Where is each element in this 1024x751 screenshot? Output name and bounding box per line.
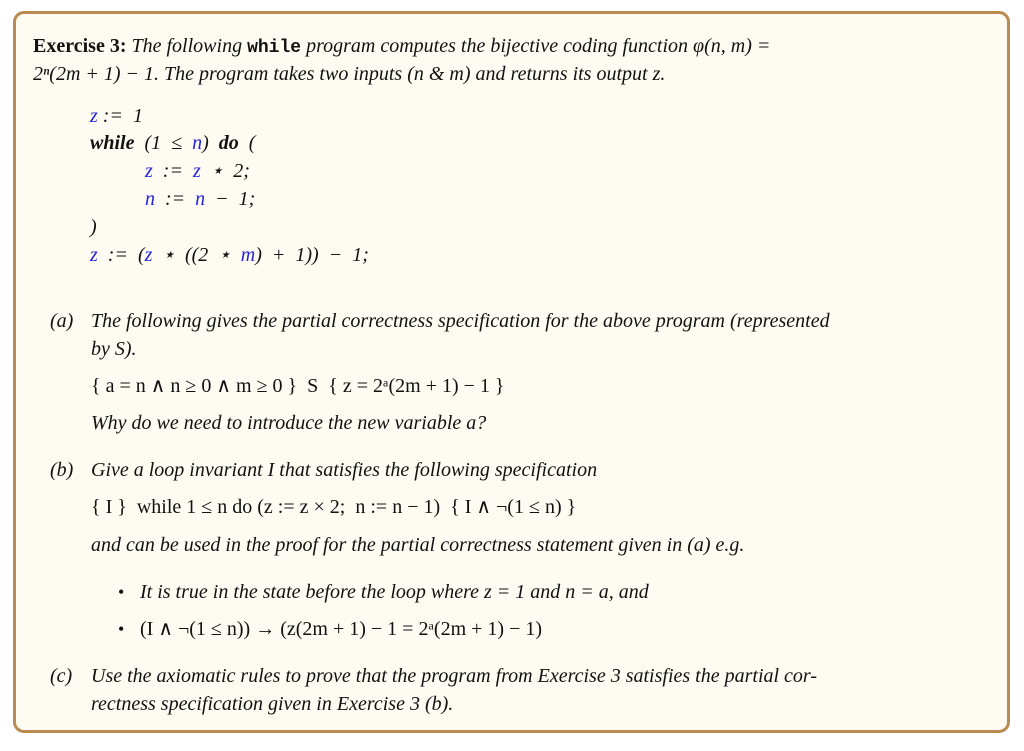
part-a-text-1: The following gives the partial correctness specification for the above program (represented bbox=[91, 310, 830, 332]
part-c-text-1: Use the axiomatic rules to prove that the program from Exercise 3 satisfies the partial cor- bbox=[91, 665, 817, 687]
part-b-bullet-1: It is true in the state before the loop where z = 1 and n = a, and bbox=[140, 581, 649, 603]
code-text: ⋆ ((2 ⋆ bbox=[152, 244, 241, 266]
part-b-text-1: Give a loop invariant I that satisfies the following specification bbox=[91, 459, 598, 481]
code-text: − 1; bbox=[205, 188, 256, 210]
exercise-title: Exercise 3: bbox=[33, 35, 127, 57]
part-b-bullet-2: (I ∧ ¬(1 ≤ n)) → (z(2m + 1) − 1 = 2ᵃ(2m + 1) − 1) bbox=[140, 618, 543, 640]
code-text: := ( bbox=[97, 244, 145, 266]
var-n: n bbox=[195, 188, 206, 210]
code-text: ⋆ 2; bbox=[200, 160, 250, 182]
var-z: z bbox=[144, 244, 153, 266]
intro-text-b: program computes the bijective coding function φ(n, m) = bbox=[306, 35, 771, 57]
var-z: z bbox=[90, 105, 98, 127]
bullet-dot: • bbox=[118, 582, 125, 602]
var-m: m bbox=[240, 244, 256, 266]
program-line-6 bbox=[90, 243, 369, 267]
code-text: := 1 bbox=[97, 105, 143, 127]
intro-text-a: The following bbox=[131, 35, 243, 57]
part-b-text-2: and can be used in the proof for the partial correctness statement given in (a) e.g. bbox=[91, 534, 745, 556]
intro-code-while: while bbox=[247, 38, 302, 58]
part-b-label: (b) bbox=[50, 459, 74, 481]
program-line-1 bbox=[90, 104, 143, 128]
var-z: z bbox=[192, 160, 201, 182]
part-b-spec: { I } while 1 ≤ n do (z := z × 2; n := n − 1) { I ∧ ¬(1 ≤ n) } bbox=[91, 496, 577, 518]
part-a-text-2: by S). bbox=[91, 338, 137, 360]
code-text: := bbox=[152, 160, 193, 182]
var-z: z bbox=[90, 244, 98, 266]
part-c-text-2: rectness specification given in Exercise 3 (b). bbox=[91, 693, 454, 715]
code-text: (1 ≤ bbox=[134, 132, 193, 154]
var-z: z bbox=[145, 160, 153, 182]
part-c-label: (c) bbox=[50, 665, 73, 687]
exercise-intro-line-1 bbox=[33, 34, 770, 60]
part-a-question: Why do we need to introduce the new variable a? bbox=[91, 412, 487, 434]
var-n: n bbox=[192, 132, 203, 154]
code-text: ) + 1)) − 1; bbox=[255, 244, 369, 266]
program-line-5: ) bbox=[90, 216, 97, 238]
program-line-4 bbox=[145, 187, 255, 211]
keyword-do: do bbox=[218, 132, 239, 154]
exercise-intro-line-2: 2ⁿ(2m + 1) − 1. The program takes two inputs (n & m) and returns its output z. bbox=[33, 63, 666, 85]
part-a-label: (a) bbox=[50, 310, 74, 332]
bullet-dot: • bbox=[118, 619, 125, 639]
part-a-spec: { a = n ∧ n ≥ 0 ∧ m ≥ 0 } S { z = 2ᵃ(2m + 1) − 1 } bbox=[91, 375, 505, 397]
code-text: ) bbox=[202, 132, 219, 154]
program-line-3 bbox=[145, 159, 250, 183]
keyword-while: while bbox=[90, 132, 135, 154]
program-line-2 bbox=[90, 131, 255, 155]
var-n: n bbox=[145, 188, 155, 210]
code-text: := bbox=[155, 188, 196, 210]
code-text: ( bbox=[238, 132, 256, 154]
